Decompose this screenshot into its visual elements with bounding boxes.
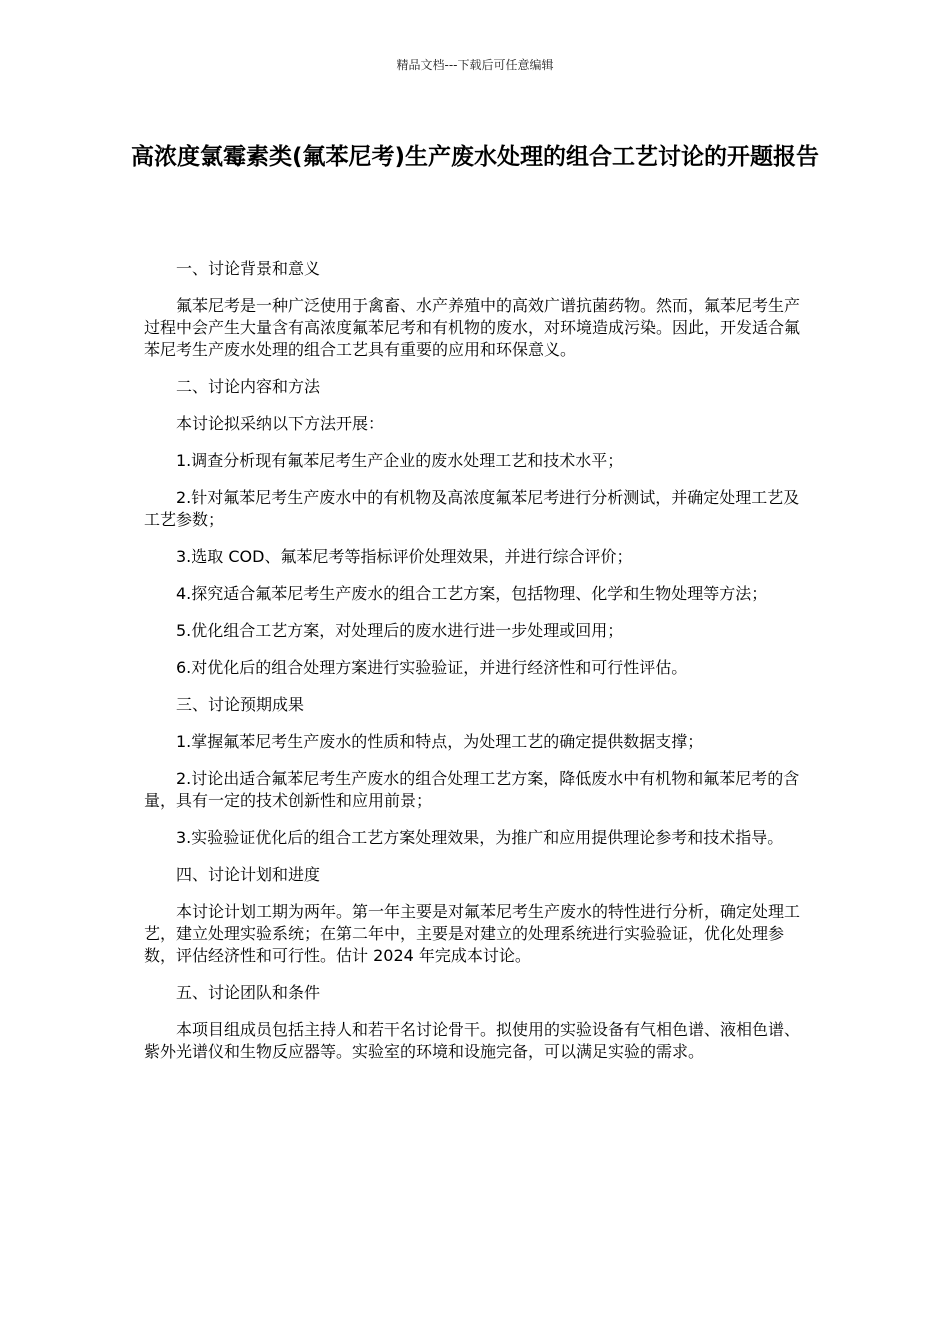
section-heading-team: 五、讨论团队和条件 (176, 983, 321, 1002)
section-heading-methods: 二、讨论内容和方法 (176, 377, 321, 396)
section-heading-plan: 四、讨论计划和进度 (176, 865, 321, 884)
plan-paragraph: 本讨论计划工期为两年。第一年主要是对氟苯尼考生产废水的特性进行分析，确定处理工艺，建立处理实验系统；在第二年中，主要是对建立的处理系统进行实验验证，优化处理参数，评估经济性和可行性。估计 2024 年完成本讨论。 (144, 902, 801, 965)
methods-item: 6.对优化后的组合处理方案进行实验验证，并进行经济性和可行性评估。 (176, 658, 688, 677)
methods-item: 3.选取 COD、氟苯尼考等指标评价处理效果，并进行综合评价； (176, 547, 633, 566)
document-title: 高浓度氯霉素类(氟苯尼考)生产废水处理的组合工艺讨论的开题报告 (130, 144, 820, 170)
methods-intro: 本讨论拟采纳以下方法开展： (176, 414, 385, 433)
results-item: 3.实验验证优化后的组合工艺方案处理效果，为推广和应用提供理论参考和技术指导。 (176, 828, 784, 847)
page-header-note: 精品文档---下载后可任意编辑 (396, 58, 554, 72)
methods-item: 2.针对氟苯尼考生产废水中的有机物及高浓度氟苯尼考进行分析测试，并确定处理工艺及工艺参数； (144, 488, 800, 529)
results-item: 2.讨论出适合氟苯尼考生产废水的组合处理工艺方案，降低废水中有机物和氟苯尼考的含量，具有一定的技术创新性和应用前景； (144, 769, 800, 810)
background-paragraph: 氟苯尼考是一种广泛使用于禽畜、水产养殖中的高效广谱抗菌药物。然而，氟苯尼考生产过程中会产生大量含有高浓度氟苯尼考和有机物的废水，对环境造成污染。因此，开发适合氟苯尼考生产废水处理的组合工艺具有重要的应用和环保意义。 (144, 296, 801, 359)
results-item: 1.掌握氟苯尼考生产废水的性质和特点，为处理工艺的确定提供数据支撑； (176, 732, 704, 751)
document-body (144, 258, 806, 1063)
methods-item: 1.调查分析现有氟苯尼考生产企业的废水处理工艺和技术水平； (176, 451, 624, 470)
section-heading-background: 一、讨论背景和意义 (176, 259, 321, 278)
section-heading-results: 三、讨论预期成果 (176, 695, 305, 714)
team-paragraph: 本项目组成员包括主持人和若干名讨论骨干。拟使用的实验设备有气相色谱、液相色谱、紫外光谱仪和生物反应器等。实验室的环境和设施完备，可以满足实验的需求。 (144, 1020, 801, 1061)
methods-item: 5.优化组合工艺方案，对处理后的废水进行进一步处理或回用； (176, 621, 624, 640)
methods-item: 4.探究适合氟苯尼考生产废水的组合工艺方案，包括物理、化学和生物处理等方法； (176, 584, 768, 603)
